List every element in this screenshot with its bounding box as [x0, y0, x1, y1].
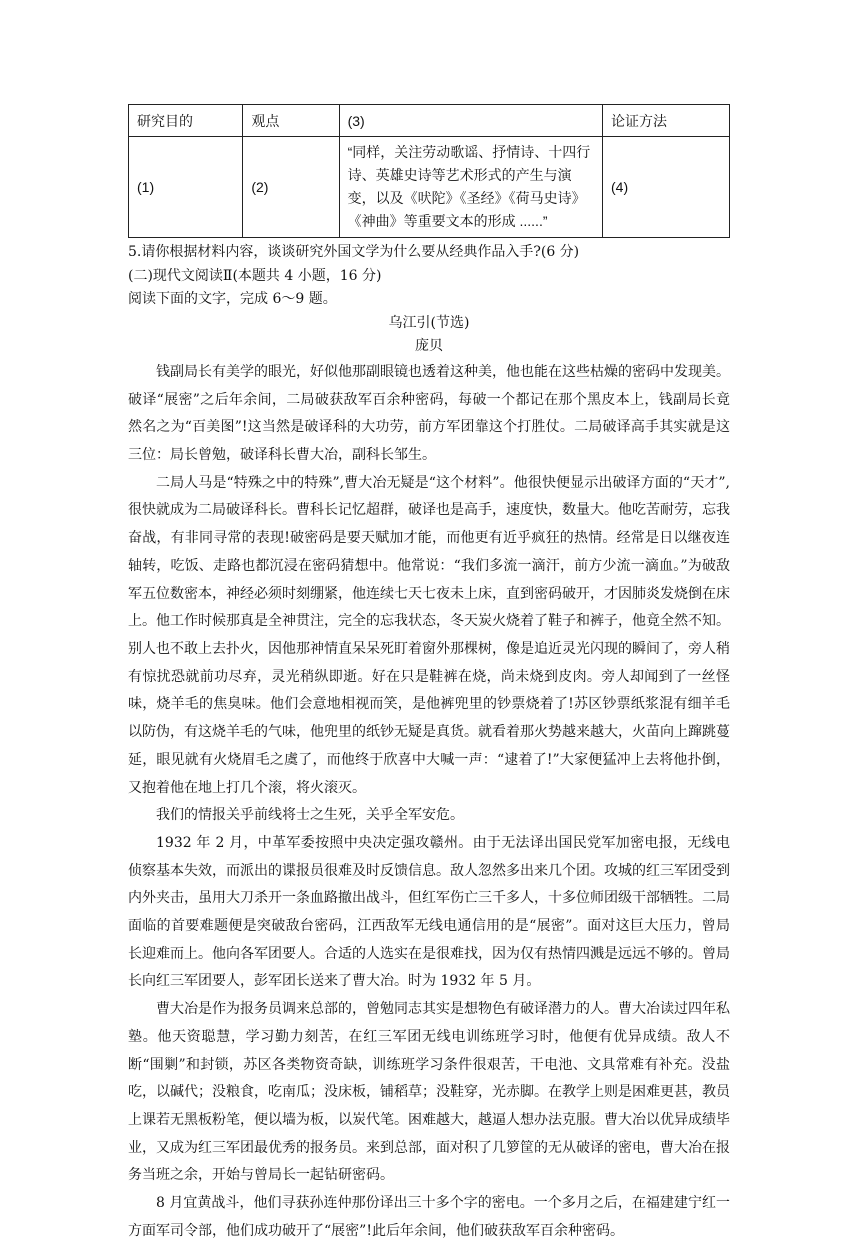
table-header-cell: 观点 — [243, 105, 339, 137]
table-cell: (1) — [129, 137, 243, 238]
table-cell: (2) — [243, 137, 339, 238]
paragraph-6: 8 月宜黄战斗，他们寻获孙连仲那份译出三十多个字的密电。一个多月之后，在福建建宁红一方面军司令部，他们成功破开了“展密”!此后年余间，他们破获敌军百余种密码。 — [128, 1195, 730, 1239]
instruction: 阅读下面的文字，完成 6～9 题。 — [128, 291, 337, 308]
info-table — [128, 104, 730, 238]
article-title: 乌江引(节选) — [388, 314, 470, 331]
table-header-cell: 论证方法 — [603, 105, 730, 137]
paragraph-2: 二局人马是“特殊之中的特殊”,曹大冶无疑是“这个材料”。他很快便显示出破译方面的“天才”,很快就成为二局破译科长。曹科长记忆超群，破译也是高手，速度快，数量大。他吃苦耐劳，忘我奋战，有非同寻常的表现!破密码是要天赋加才能，而他更有近乎疯狂的热情。经常是日以继夜连轴转，吃饭、走路也都沉浸在密码猜想中。他常说：“我们多流一滴汗，前方少流一滴血。”为破敌军五位数密本，神经必须时刻绷紧，他连续七天七夜未上床，直到密码破开，才因肺炎发烧倒在床上。他工作时候那真是全神贯注，完全的忘我状态，冬天炭火烧着了鞋子和裤子，他竟全然不知。别人也不敢上去扑火，因他那神情直呆呆死盯着窗外那棵树，像是追近灵光闪现的瞬间了，旁人稍有惊扰恐就前功尽弃，灵光稍纵即逝。好在只是鞋裤在烧，尚未烧到皮肉。旁人却闻到了一丝怪味，烧羊毛的焦臭味。他们会意地相视而笑，是他裤兜里的钞票烧着了!苏区钞票纸浆混有细羊毛以防伪，有这烧羊毛的气味，他兜里的纸钞无疑是真货。就看着那火势越来越大，火苗向上蹿跳蔓延，眼见就有火烧眉毛之虞了，而他终于欣喜中大喊一声：“逮着了!”大家便猛冲上去将他扑倒，又抱着他在地上打几个滚，将火滚灭。 — [128, 474, 730, 796]
table-cell: (4) — [603, 137, 730, 238]
paragraph-3: 我们的情报关乎前线将士之生死，关乎全军安危。 — [156, 807, 464, 824]
section-heading: (二)现代文阅读Ⅱ(本题共 4 小题，16 分) — [128, 267, 382, 284]
page — [128, 104, 730, 1245]
paragraph-5: 曹大冶是作为报务员调来总部的，曾勉同志其实是想物色有破译潜力的人。曹大冶读过四年私塾。他天资聪慧，学习勤力刻苦，在红三军团无线电训练班学习时，他便有优异成绩。敌人不断“围剿”和封锁，苏区各类物资奇缺，训练班学习条件很艰苦，干电池、文具常难有补充。没盐吃，以碱代；没粮食，吃南瓜；没床板，铺稻草；没鞋穿，光赤脚。在教学上则是困难更甚，教员上课若无黑板粉笔，便以墙为板，以炭代笔。困难越大，越逼人想办法克服。曹大冶以优异成绩毕业，又成为红三军团最优秀的报务员。来到总部，面对积了几箩筐的无从破译的密电，曹大冶在报务当班之余，开始与曾局长一起钻研密码。 — [128, 1001, 730, 1184]
question-5: 5.请你根据材料内容，谈谈研究外国文学为什么要从经典作品入手?(6 分) — [128, 244, 580, 260]
table-cell-quote: “同样，关注劳动歌谣、抒情诗、十四行诗、英雄史诗等艺术形式的产生与演变，以及《吠陀》《圣经》《荷马史诗》《神曲》等重要文本的形成 ......” — [339, 137, 602, 238]
table-header-row — [129, 105, 730, 137]
paragraph-4: 1932 年 2 月，中革军委按照中央决定强攻赣州。由于无法译出国民党军加密电报，无线电侦察基本失效，而派出的谍报员很难及时反馈信息。敌人忽然多出来几个团。攻城的红三军团受到内外夹击，虽用大刀杀开一条血路撤出战斗，但红军伤亡三千多人，十多位师团级干部牺牲。二局面临的首要难题便是突破敌台密码，江西敌军无线电通信用的是“展密”。面对这巨大压力，曾局长迎难而上。他向各军团要人。合适的人选实在是很难找，因为仅有热情四溅是远远不够的。曾局长向红三军团要人，彭军团长送来了曹大冶。时为 1932 年 5 月。 — [128, 834, 730, 990]
table-row — [129, 137, 730, 238]
article-author: 庞贝 — [415, 338, 443, 355]
table-header-cell: 研究目的 — [129, 105, 243, 137]
paragraph-1: 钱副局长有美学的眼光，好似他那副眼镜也透着这种美，他也能在这些枯燥的密码中发现美。破译“展密”之后年余间，二局破获敌军百余种密码，每破一个都记在那个黑皮本上，钱副局长竟然名之为“百美图”!这当然是破译科的大功劳，前方军团靠这个打胜仗。二局破译高手其实就是这三位：局长曾勉，破译科长曹大冶，副科长邹生。 — [128, 363, 730, 464]
table-header-cell: (3) — [339, 105, 602, 137]
